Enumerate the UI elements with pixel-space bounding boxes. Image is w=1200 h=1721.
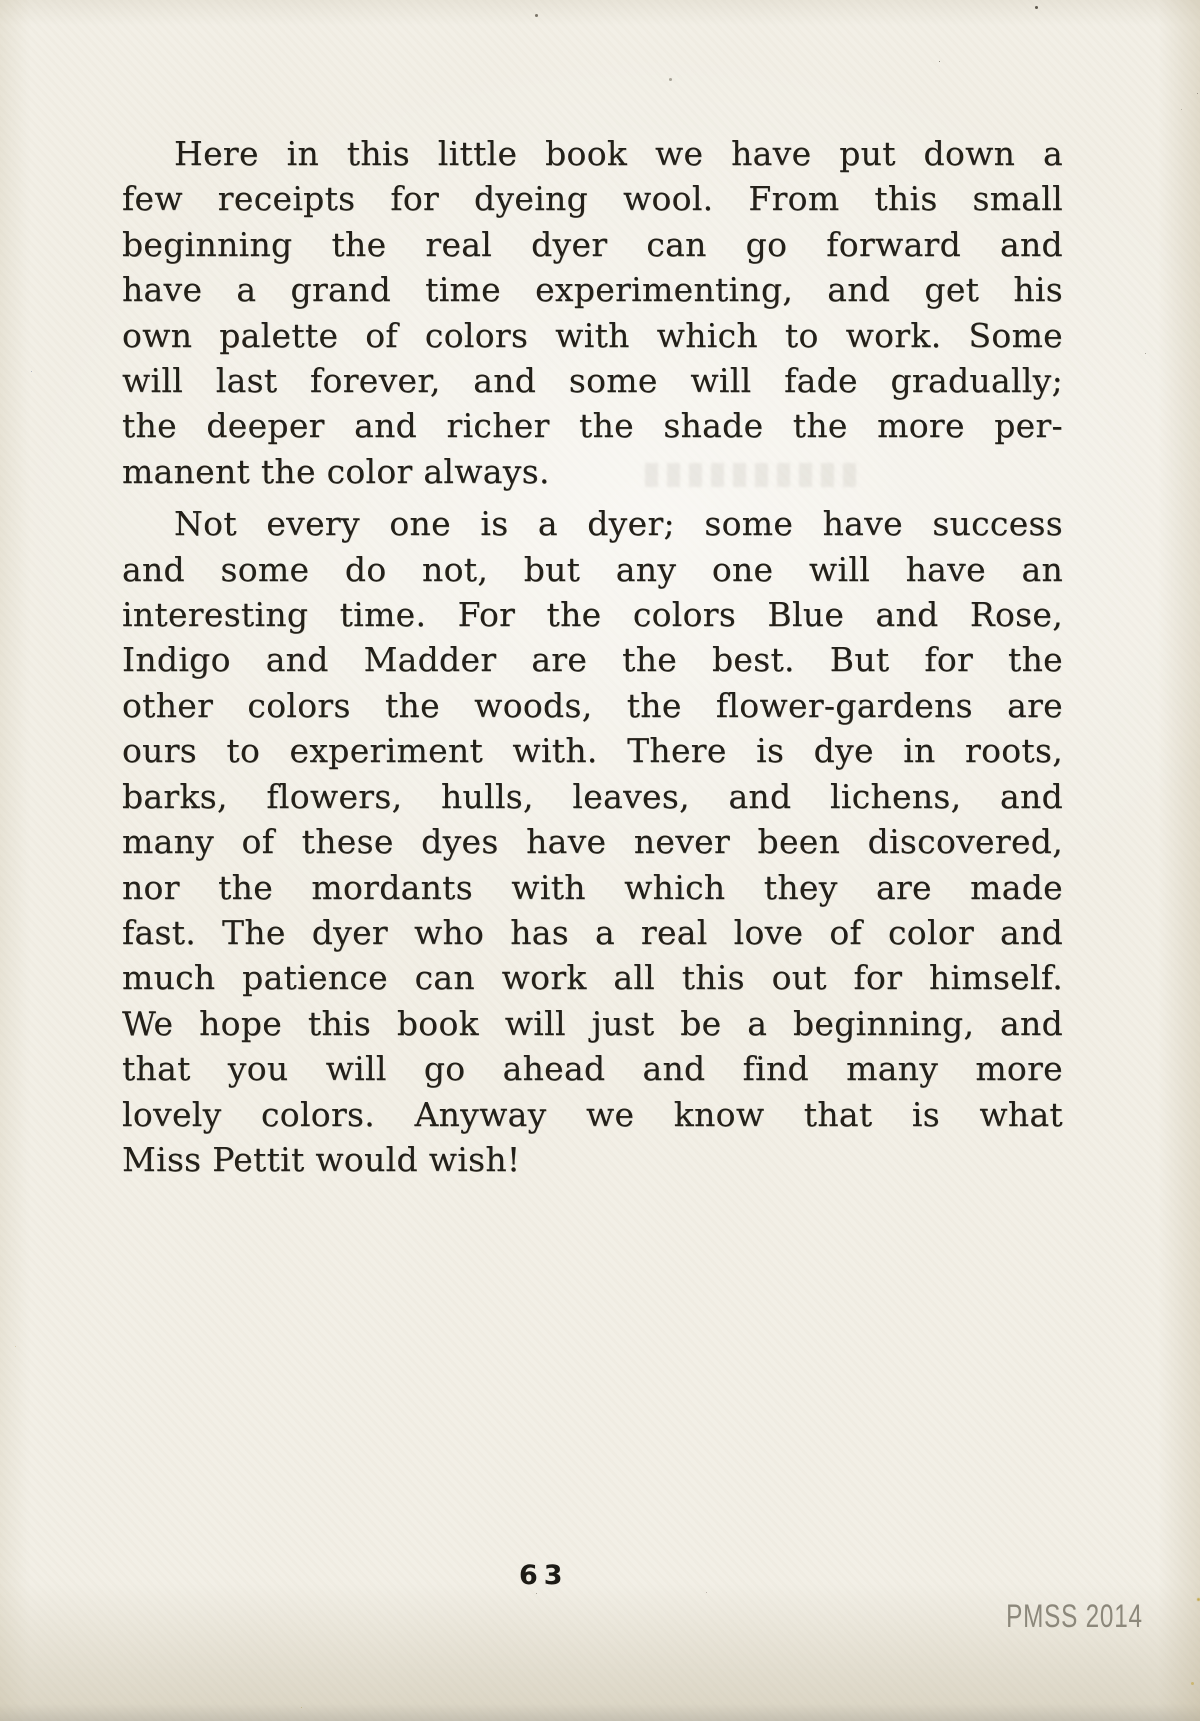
text-line: have a grand time experimenting, and get his: [122, 270, 1063, 310]
text-line: barks, flowers, hulls, leaves, and lichens, and: [122, 776, 1063, 816]
text-line: manent the color always.: [122, 451, 550, 491]
text-line: Miss Pettit would wish!: [122, 1139, 521, 1179]
text-line: that you will go ahead and find many more: [122, 1049, 1063, 1089]
text-line: Not every one is a dyer; some have success: [174, 504, 1063, 544]
text-line: many of these dyes have never been discovered,: [122, 822, 1063, 862]
text-line: beginning the real dyer can go forward and: [122, 224, 1063, 264]
archive-watermark: PMSS 2014: [1006, 1598, 1143, 1634]
text-line: and some do not, but any one will have an: [122, 549, 1063, 589]
text-line: ours to experiment with. There is dye in roots,: [122, 731, 1063, 771]
text-line: other colors the woods, the flower-gardens are: [122, 685, 1063, 725]
paragraph-1: [122, 131, 1063, 494]
text-line: lovely colors. Anyway we know that is what: [122, 1094, 1063, 1134]
text-line: the deeper and richer the shade the more per-: [122, 406, 1063, 446]
text-line: fast. The dyer who has a real love of color and: [122, 912, 1063, 952]
text-line: We hope this book will just be a beginning, and: [122, 1003, 1063, 1043]
text-line: nor the mordants with which they are made: [122, 867, 1063, 907]
text-line: much patience can work all this out for himself.: [122, 958, 1063, 998]
paragraph-2: [122, 501, 1063, 1182]
page-number: 63: [519, 1560, 569, 1591]
text-line: interesting time. For the colors Blue and Rose,: [122, 595, 1063, 635]
text-line: own palette of colors with which to work. Some: [122, 315, 1063, 355]
text-line: Indigo and Madder are the best. But for the: [122, 640, 1063, 680]
text-line: will last forever, and some will fade gradually;: [122, 361, 1063, 401]
text-line: Here in this little book we have put down a: [174, 134, 1063, 173]
paper-specks: [0, 0, 3, 3]
text-line: few receipts for dyeing wool. From this small: [122, 179, 1063, 219]
body-text: [122, 131, 1063, 1182]
